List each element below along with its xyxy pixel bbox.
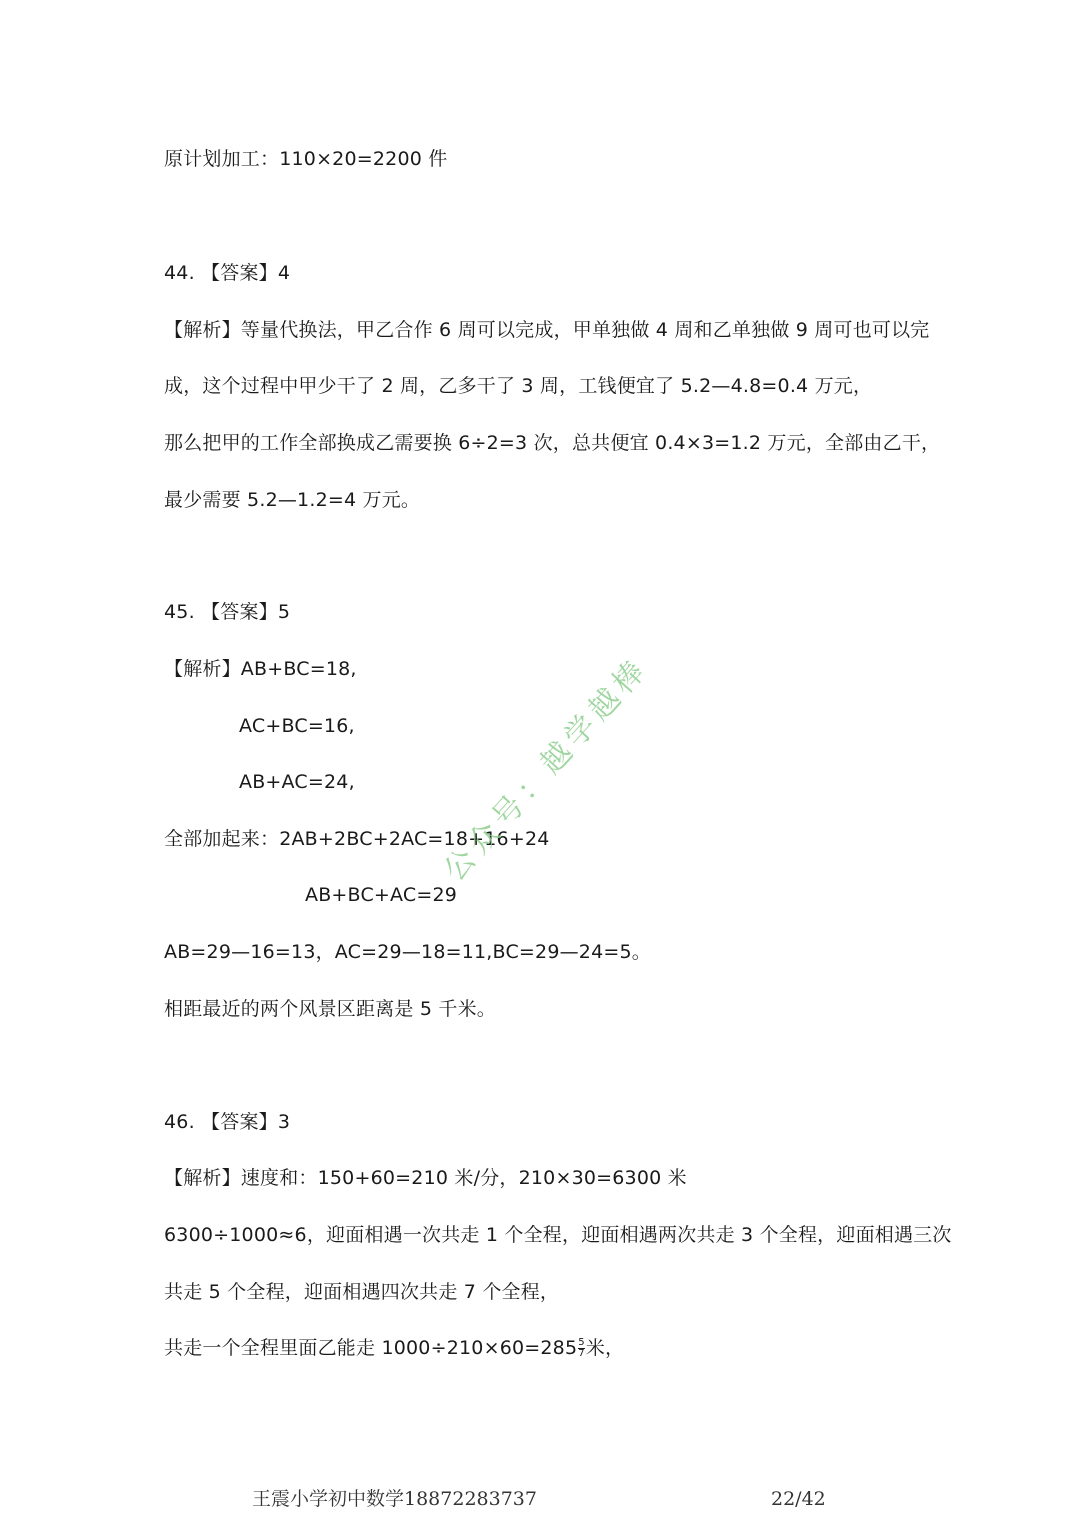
- text-line: 共走 5 个全程，迎面相遇四次共走 7 个全程，: [164, 1281, 560, 1303]
- fraction: [578, 1338, 585, 1359]
- text-line: 【解析】AB+BC=18,: [164, 658, 357, 680]
- text-line: 6300÷1000≈6，迎面相遇一次共走 1 个全程，迎面相遇两次共走 3 个全程，迎面相遇三次: [164, 1224, 952, 1246]
- answer-45-heading: 45. 【答案】5: [164, 601, 291, 623]
- footer-author: 王震小学初中数学18872283737: [252, 1488, 537, 1510]
- text-line: 全部加起来：2AB+2BC+2AC=18+16+24: [164, 828, 550, 850]
- equation-line: AC+BC=16,: [239, 715, 355, 737]
- answer-46-heading: 46. 【答案】3: [164, 1111, 291, 1133]
- text-line: 【解析】速度和：150+60=210 米/分，210×30=6300 米: [164, 1167, 687, 1189]
- text-line: AB=29—16=13，AC=29—18=11,BC=29—24=5。: [164, 941, 651, 963]
- equation-line: AB+AC=24,: [239, 771, 355, 793]
- page-number: 22/42: [771, 1488, 826, 1510]
- answer-44-heading: 44. 【答案】4: [164, 262, 291, 284]
- text-line: 相距最近的两个风景区距离是 5 千米。: [164, 998, 496, 1020]
- fraction-numerator: 5: [578, 1337, 585, 1348]
- text-line: 那么把甲的工作全部换成乙需要换 6÷2=3 次，总共便宜 0.4×3=1.2 万元，全部由乙干，: [164, 432, 941, 454]
- text-segment: 共走一个全程里面乙能走 1000÷210×60=285: [164, 1337, 578, 1359]
- watermark: 公众号：越学越棒: [437, 650, 656, 889]
- text-line-with-fraction: [164, 1335, 624, 1361]
- text-line: 原计划加工：110×20=2200 件: [164, 148, 448, 170]
- text-segment: 米，: [585, 1337, 625, 1359]
- equation-line: AB+BC+AC=29: [305, 884, 458, 906]
- fraction-denominator: 7: [578, 1348, 585, 1359]
- text-line: 成，这个过程中甲少干了 2 周，乙多干了 3 周，工钱便宜了 5.2—4.8=0.4 万元，: [164, 375, 873, 397]
- text-line: 【解析】等量代换法，甲乙合作 6 周可以完成，甲单独做 4 周和乙单独做 9 周可也可以完: [164, 319, 930, 341]
- text-line: 最少需要 5.2—1.2=4 万元。: [164, 489, 421, 511]
